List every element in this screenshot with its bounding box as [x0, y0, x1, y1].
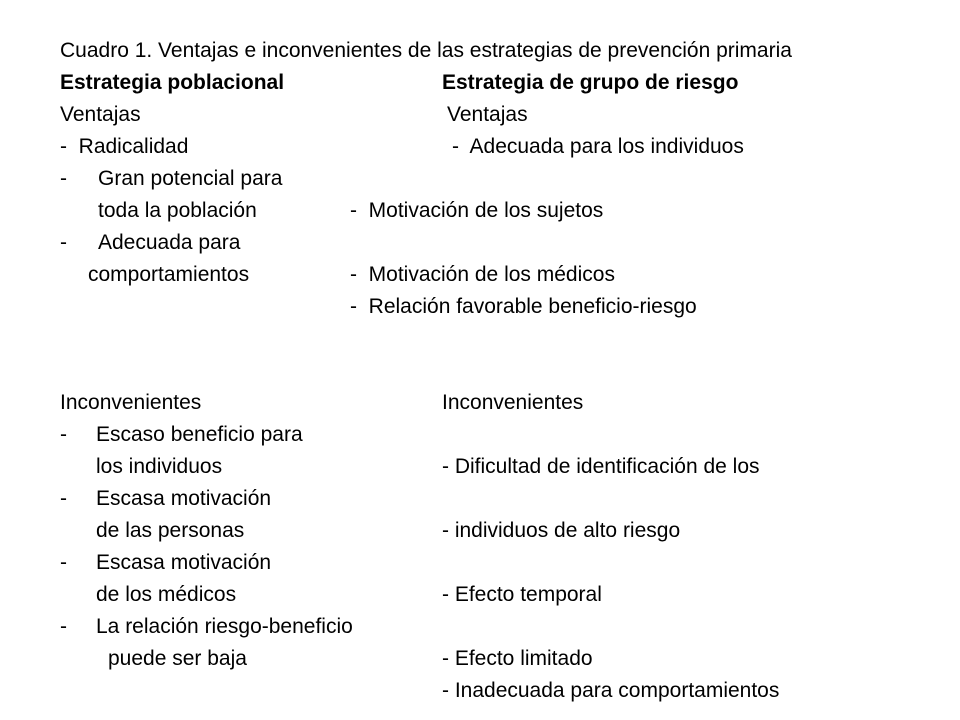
left-inconveniente-dash: - — [60, 487, 67, 510]
left-inconveniente-dash: - — [60, 423, 67, 446]
left-inconveniente-dash: - — [60, 615, 67, 638]
left-ventajas-label: Ventajas — [60, 103, 141, 126]
left-ventaja-dash: - — [60, 167, 67, 190]
left-ventaja-potencial-b: toda la población — [98, 199, 257, 222]
right-ventaja-motivacion-sujetos: - Motivación de los sujetos — [350, 199, 604, 222]
left-inconveniente-motivacion-personas-a: Escasa motivación — [96, 487, 272, 510]
left-inconveniente-motivacion-medicos-b: de los médicos — [96, 583, 237, 606]
left-inconveniente-relacion-b: puede ser baja — [108, 647, 247, 670]
right-inconveniente-efecto-limitado: - Efecto limitado — [442, 647, 593, 670]
page-title: Cuadro 1. Ventajas e inconvenientes de las estrategias de prevención primaria — [60, 39, 792, 62]
left-ventaja-radicalidad: - Radicalidad — [60, 135, 189, 158]
left-inconveniente-relacion-a: La relación riesgo-beneficio — [96, 615, 353, 638]
right-inconveniente-efecto-temporal: - Efecto temporal — [442, 583, 602, 606]
right-inconvenientes-label: Inconvenientes — [442, 391, 584, 414]
left-ventaja-adecuada-a: Adecuada para — [98, 231, 241, 254]
right-inconveniente-dificultad: - Dificultad de identificación de los — [442, 455, 760, 478]
heading-population-strategy: Estrategia poblacional — [60, 71, 285, 94]
right-inconveniente-inadecuada: - Inadecuada para comportamientos — [442, 679, 780, 702]
left-inconveniente-beneficio-b: los individuos — [96, 455, 223, 478]
left-inconveniente-motivacion-personas-b: de las personas — [96, 519, 245, 542]
right-ventaja-motivacion-medicos: - Motivación de los médicos — [350, 263, 615, 286]
right-ventaja-individuos: - Adecuada para los individuos — [452, 135, 744, 158]
left-inconveniente-beneficio-a: Escaso beneficio para — [96, 423, 303, 446]
heading-risk-group-strategy: Estrategia de grupo de riesgo — [442, 71, 739, 94]
left-ventaja-potencial-a: Gran potencial para — [98, 167, 283, 190]
left-inconveniente-dash: - — [60, 551, 67, 574]
right-inconveniente-alto-riesgo: - individuos de alto riesgo — [442, 519, 681, 542]
left-ventaja-dash: - — [60, 231, 67, 254]
left-inconveniente-motivacion-medicos-a: Escasa motivación — [96, 551, 272, 574]
right-ventajas-label: Ventajas — [447, 103, 528, 126]
right-ventaja-relacion-favorable: - Relación favorable beneficio-riesgo — [350, 295, 697, 318]
left-inconvenientes-label: Inconvenientes — [60, 391, 202, 414]
left-ventaja-adecuada-b: comportamientos — [88, 263, 250, 286]
